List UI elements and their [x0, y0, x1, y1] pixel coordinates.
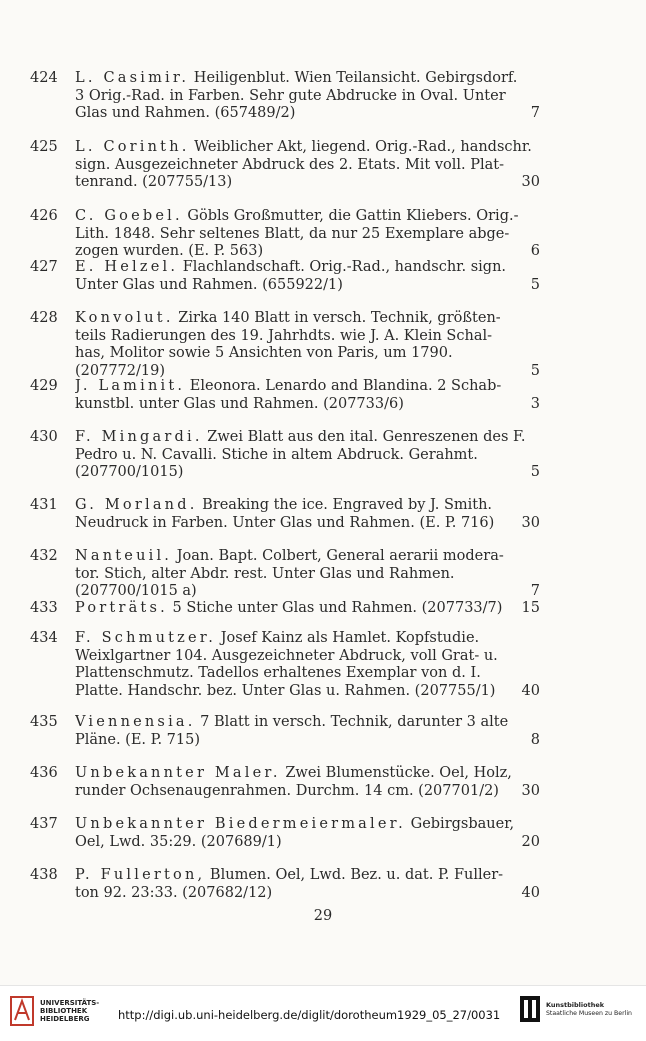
lot-number: 438 — [30, 867, 58, 883]
entry-line-content — [75, 714, 508, 730]
heidelberg-logo-line-2: BIBLIOTHEK — [40, 1007, 88, 1015]
artist-name: L. Corinth. — [75, 139, 190, 155]
entry-text: (207700/1015 a) — [75, 583, 197, 599]
lot-number: 433 — [30, 600, 58, 616]
artist-name: J. Laminit. — [75, 378, 186, 394]
entry-text: zogen wurden. (E. P. 563) — [75, 243, 264, 259]
entry-line — [75, 648, 540, 666]
entry-text: Weixlgartner 104. Ausgezeichneter Abdruck, voll Grat- u. — [75, 647, 498, 664]
entry-line — [75, 208, 540, 226]
entry-line-content — [75, 834, 282, 852]
entry-description — [75, 548, 540, 601]
entry-line — [75, 174, 540, 192]
lot-price: 5 — [530, 362, 540, 379]
entry-text: Göbls Großmutter, die Gattin Kliebers. Orig.- — [182, 208, 519, 224]
entry-line-content — [75, 583, 197, 601]
entry-line-content — [75, 328, 492, 344]
entry-text: Plattenschmutz. Tadellos erhaltenes Exemplar von d. I. — [75, 665, 481, 681]
entry-line-content — [75, 515, 494, 533]
entry-line — [75, 816, 540, 834]
entry-line — [75, 447, 540, 465]
kunstbibliothek-icon — [520, 996, 540, 1022]
entry-line — [75, 429, 540, 447]
lot-number: 424 — [30, 70, 58, 86]
entry-text: 3 Orig.-Rad. in Farben. Sehr gute Abdrucke in Oval. Unter — [75, 87, 506, 104]
entry-line-content — [75, 157, 504, 173]
entry-line — [75, 783, 540, 801]
entry-text: kunstbl. unter Glas und Rahmen. (207733/6) — [75, 395, 404, 412]
lot-price: 30 — [521, 174, 540, 190]
entry-line-content — [75, 548, 504, 564]
entry-text: Zwei Blumenstücke. Oel, Holz, — [280, 765, 512, 781]
entry-text: tenrand. (207755/13) — [75, 174, 233, 190]
lot-price: 40 — [521, 884, 540, 901]
entry-line — [75, 105, 540, 123]
lot-number: 434 — [30, 630, 58, 646]
artist-name: P. Fullerton, — [75, 867, 206, 883]
entry-description — [75, 70, 540, 123]
lot-price: 8 — [530, 731, 540, 748]
entry-text: Lith. 1848. Sehr seltenes Blatt, da nur 25 Exemplare abge- — [75, 225, 510, 242]
entry-line-content — [75, 600, 502, 618]
entry-text: Zirka 140 Blatt in versch. Technik, größten- — [173, 310, 501, 326]
footer-bar — [0, 985, 646, 1041]
artist-name: C. Goebel. — [75, 208, 183, 224]
artist-name: F. Schmutzer. — [75, 630, 217, 646]
entry-line-content — [75, 464, 183, 482]
entry-line-content — [75, 378, 501, 394]
entry-line — [75, 310, 540, 328]
lot-price: 6 — [530, 243, 540, 259]
permalink-url[interactable]: http://digi.ub.uni-heidelberg.de/diglit/dorotheum1929_05_27/0031 — [118, 1008, 501, 1022]
entry-line — [75, 259, 540, 277]
entry-line — [75, 328, 540, 346]
entry-line-content — [75, 732, 200, 750]
entry-line-content — [75, 816, 514, 832]
entry-line — [75, 226, 540, 244]
entry-description — [75, 867, 540, 902]
entry-line — [75, 345, 540, 363]
entry-line-content — [75, 630, 479, 646]
entry-text: Gebirgsbauer, — [406, 816, 515, 832]
entry-line-content — [75, 566, 455, 582]
entry-line-content — [75, 447, 478, 463]
entry-text: Flachlandschaft. Orig.-Rad., handschr. sign. — [178, 259, 507, 275]
artist-name: Porträts. — [75, 600, 168, 616]
entry-line — [75, 683, 540, 701]
entry-text: Breaking the ice. Engraved by J. Smith. — [197, 497, 493, 513]
entry-text: Josef Kainz als Hamlet. Kopfstudie. — [216, 630, 480, 646]
lot-price: 7 — [530, 583, 540, 599]
entry-text: Pläne. (E. P. 715) — [75, 731, 201, 748]
entry-line — [75, 834, 540, 852]
artist-name: Viennensia. — [75, 714, 196, 730]
entry-line — [75, 139, 540, 157]
lot-price: 30 — [521, 514, 540, 531]
entry-description — [75, 497, 540, 532]
entry-line-content — [75, 174, 232, 192]
entry-description — [75, 208, 540, 261]
lot-price: 5 — [530, 276, 540, 293]
entry-line-content — [75, 105, 295, 123]
artist-name: Unbekannter Maler. — [75, 765, 281, 781]
entry-description — [75, 310, 540, 380]
entry-line — [75, 885, 540, 903]
entry-line — [75, 665, 540, 683]
entry-text: Neudruck in Farben. Unter Glas und Rahmen. (E. P. 716) — [75, 514, 495, 531]
entry-line — [75, 378, 540, 396]
entry-line — [75, 765, 540, 783]
artist-name: F. Mingardi. — [75, 429, 203, 445]
entry-text: Eleonora. Lenardo and Blandina. 2 Schab- — [185, 378, 502, 394]
entry-line-content — [75, 70, 517, 86]
lot-price: 15 — [521, 600, 540, 616]
lot-number: 431 — [30, 497, 58, 513]
kunstbibliothek-title: Kunstbibliothek — [546, 1000, 605, 1009]
entry-line-content — [75, 139, 532, 155]
artist-name: Unbekannter Biedermeiermaler. — [75, 816, 406, 832]
entry-text: sign. Ausgezeichneter Abdruck des 2. Etats. Mit voll. Plat- — [75, 156, 505, 173]
entry-description — [75, 429, 540, 482]
entry-text: Weiblicher Akt, liegend. Orig.-Rad., handschr. — [189, 139, 532, 155]
entry-description — [75, 765, 540, 800]
lot-number: 429 — [30, 378, 58, 394]
entry-line-content — [75, 310, 501, 326]
entry-text: runder Ochsenaugenrahmen. Durchm. 14 cm. (207701/2) — [75, 782, 499, 799]
entry-line-content — [75, 88, 506, 104]
entry-line — [75, 157, 540, 175]
lot-price: 30 — [521, 782, 540, 799]
entry-line — [75, 88, 540, 106]
lot-price: 7 — [530, 105, 540, 121]
entry-line-content — [75, 665, 481, 681]
entry-line-content — [75, 885, 272, 903]
artist-name: E. Helzel. — [75, 259, 179, 275]
entry-line — [75, 277, 540, 295]
entry-line — [75, 714, 540, 732]
lot-number: 437 — [30, 816, 58, 832]
entry-text: ton 92. 23:33. (207682/12) — [75, 884, 273, 901]
lot-price: 5 — [530, 464, 540, 480]
entry-line-content — [75, 345, 453, 361]
lot-price: 40 — [521, 682, 540, 699]
entry-description — [75, 630, 540, 700]
artist-name: L. Casimir. — [75, 70, 190, 86]
entry-description — [75, 139, 540, 192]
entry-text: teils Radierungen des 19. Jahrhdts. wie J. A. Klein Schal- — [75, 327, 493, 344]
artist-name: Nanteuil. — [75, 548, 173, 564]
entry-line — [75, 464, 540, 482]
entry-description — [75, 600, 540, 618]
entry-text: 7 Blatt in versch. Technik, darunter 3 alte — [195, 714, 509, 730]
entry-line-content — [75, 396, 404, 414]
entry-line — [75, 396, 540, 414]
entry-text: (207772/19) — [75, 362, 166, 379]
heidelberg-seal-icon — [10, 996, 34, 1026]
lot-number: 426 — [30, 208, 58, 224]
entry-line — [75, 497, 540, 515]
lot-number: 425 — [30, 139, 58, 155]
entry-line-content — [75, 259, 506, 275]
entry-text: 5 Stiche unter Glas und Rahmen. (207733/7) — [167, 600, 503, 616]
entry-line — [75, 515, 540, 533]
entry-description — [75, 259, 540, 294]
entry-line-content — [75, 226, 509, 242]
entry-line-content — [75, 277, 343, 295]
entry-text: Zwei Blatt aus den ital. Genreszenen des F. — [202, 429, 526, 445]
lot-number: 430 — [30, 429, 58, 445]
entry-text: has, Molitor sowie 5 Ansichten von Paris, um 1790. — [75, 345, 453, 361]
entry-text: Blumen. Oel, Lwd. Bez. u. dat. P. Fuller- — [205, 867, 504, 883]
lot-number: 436 — [30, 765, 58, 781]
entry-line — [75, 70, 540, 88]
entry-line — [75, 583, 540, 601]
entry-line — [75, 243, 540, 261]
heidelberg-logo[interactable] — [10, 996, 99, 1026]
entry-line-content — [75, 683, 495, 701]
lot-price: 20 — [521, 833, 540, 850]
artist-name: Konvolut. — [75, 310, 174, 326]
entry-text: Oel, Lwd. 35:29. (207689/1) — [75, 833, 282, 850]
entry-line — [75, 867, 540, 885]
entry-line — [75, 732, 540, 750]
entry-description — [75, 714, 540, 749]
entry-line-content — [75, 497, 492, 513]
entry-line — [75, 600, 540, 618]
entry-text: Heiligenblut. Wien Teilansicht. Gebirgsdorf. — [189, 70, 518, 86]
entry-line — [75, 548, 540, 566]
lot-number: 428 — [30, 310, 58, 326]
lot-number: 427 — [30, 259, 58, 275]
entry-description — [75, 816, 540, 851]
kunstbibliothek-logo[interactable] — [520, 996, 632, 1022]
page-number: 29 — [313, 908, 333, 924]
lot-number: 435 — [30, 714, 58, 730]
heidelberg-logo-line-3: HEIDELBERG — [40, 1015, 90, 1023]
entry-line-content — [75, 765, 512, 781]
entry-line-content — [75, 429, 525, 445]
entry-text: Platte. Handschr. bez. Unter Glas u. Rahmen. (207755/1) — [75, 682, 496, 699]
artist-name: G. Morland. — [75, 497, 198, 513]
entry-description — [75, 378, 540, 413]
entry-line-content — [75, 243, 263, 261]
entry-line — [75, 566, 540, 584]
entry-text: Joan. Bapt. Colbert, General aerarii modera- — [172, 548, 504, 564]
entry-line-content — [75, 867, 503, 883]
entry-text: (207700/1015) — [75, 464, 184, 480]
entry-text: Unter Glas und Rahmen. (655922/1) — [75, 276, 343, 293]
entry-line-content — [75, 648, 498, 664]
entry-line-content — [75, 783, 499, 801]
heidelberg-logo-line-1: UNIVERSITÄTS- — [40, 999, 100, 1007]
entry-line-content — [75, 208, 518, 224]
lot-price: 3 — [530, 395, 540, 412]
entry-text: Glas und Rahmen. (657489/2) — [75, 105, 296, 121]
entry-text: tor. Stich, alter Abdr. rest. Unter Glas und Rahmen. — [75, 565, 455, 582]
lot-number: 432 — [30, 548, 58, 564]
entry-text: Pedro u. N. Cavalli. Stiche in altem Abdruck. Gerahmt. — [75, 446, 478, 463]
kunstbibliothek-subtitle: Staatliche Museen zu Berlin — [546, 1009, 632, 1017]
entry-line — [75, 630, 540, 648]
